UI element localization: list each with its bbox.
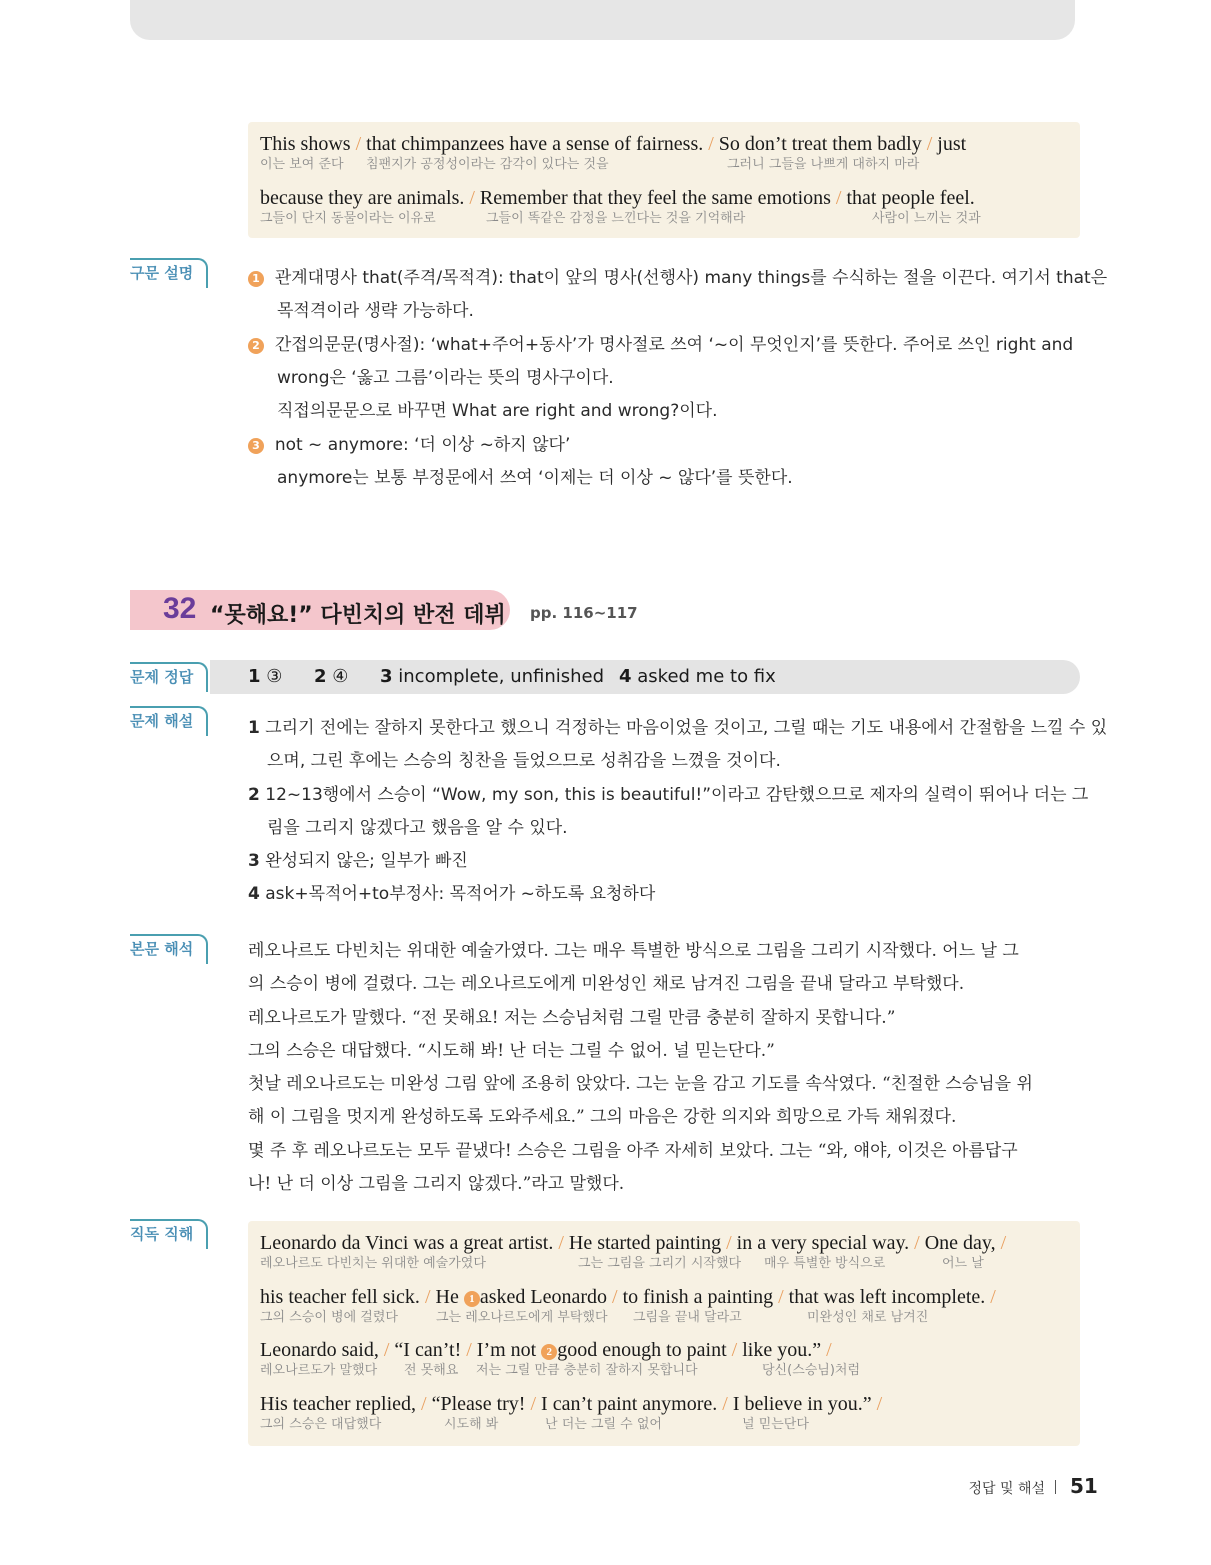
grammar-item-3 — [248, 434, 570, 456]
gloss: 그는 레오나르도에게 부탁했다 — [436, 1310, 608, 1325]
answer-value: ③ — [266, 666, 283, 687]
phrase: just — [937, 133, 967, 155]
translation-line: 의 스승이 병에 걸렸다. 그는 레오나르도에게 미완성인 채로 남겨진 그림을 끝내 달라고 부탁했다. — [248, 974, 965, 994]
phrase: So don’t treat them badly — [718, 133, 922, 155]
gloss: 그는 그림을 그리기 시작했다 — [578, 1256, 742, 1271]
explanation-line: 2 12~13행에서 스승이 “Wow, my son, this is beautiful!”이라고 감탄했으므로 제자의 실력이 뛰어나 더는 그 — [248, 785, 1089, 805]
page-reference: pp. 116~117 — [530, 604, 638, 622]
gloss: 침팬지가 공정성이라는 감각이 있다는 것을 — [366, 157, 609, 172]
answer-1 — [248, 666, 282, 687]
passage-line: Leonardo da Vinci was a great artist. / He started painting / in a very special way. / One day, / — [260, 1232, 1007, 1254]
explanation-line: 3 완성되지 않은; 일부가 빠진 — [248, 851, 468, 871]
tab-label: 직독 직해 — [130, 1225, 194, 1243]
answer-3 — [380, 666, 604, 687]
tab-direct-reading — [130, 1219, 208, 1249]
tab-label: 문제 정답 — [130, 668, 194, 686]
gloss: 어느 날 — [942, 1256, 984, 1271]
note-text: not ~ anymore: ‘더 이상 ~하지 않다’ — [274, 435, 571, 455]
note-text: 목적격이라 생략 가능하다. — [277, 301, 474, 321]
tab-grammar — [130, 258, 208, 288]
gloss: 매우 특별한 방식으로 — [764, 1256, 886, 1271]
gloss: 사람이 느끼는 것과 — [872, 211, 981, 226]
gloss: 시도해 봐 — [444, 1417, 499, 1432]
gloss: 미완성인 채로 남겨진 — [807, 1310, 929, 1325]
answer-value: ④ — [332, 666, 349, 687]
translation-line: 나! 난 더 이상 그림을 그리지 않겠다.”라고 말했다. — [248, 1174, 625, 1194]
note-text: 간접의문문(명사절): ‘what+주어+동사’가 명사절로 쓰여 ‘~이 무엇인지’를 뜻한다. 주어로 쓰인 right and — [274, 335, 1074, 355]
grammar-item-1 — [248, 267, 1107, 289]
explanation-line: 으며, 그린 후에는 스승의 칭찬을 들었으므로 성취감을 느꼈을 것이다. — [267, 751, 781, 771]
grammar-item-2 — [248, 334, 1073, 356]
passage-line: because they are animals. / Remember that they feel the same emotions / that people feel. — [260, 187, 975, 209]
tab-explanations — [130, 706, 208, 736]
tab-label: 구문 설명 — [130, 264, 194, 282]
phrase: Remember that they feel the same emotions — [479, 187, 831, 209]
passage-line: This shows / that chimpanzees have a sense of fairness. / So don’t treat them badly / just — [260, 133, 967, 155]
translation-line: 레오나르도가 말했다. “전 못해요! 저는 스승님처럼 그릴 만큼 충분히 잘하지 못합니다.” — [248, 1008, 896, 1028]
tab-answers — [130, 662, 208, 692]
phrase: This shows — [260, 133, 351, 155]
gloss: 그의 스승이 병에 걸렸다 — [260, 1310, 398, 1325]
tab-label: 본문 해석 — [130, 940, 194, 958]
gloss: 난 더는 그릴 수 없어 — [545, 1417, 662, 1432]
gloss: 저는 그릴 만큼 충분히 잘하지 못합니다 — [476, 1363, 698, 1378]
footer-label: 정답 및 해설 — [968, 1481, 1045, 1497]
explanation-line: 4 ask+목적어+to부정사: 목적어가 ~하도록 요청하다 — [248, 884, 656, 904]
number-badge-icon: 1 — [464, 1291, 480, 1307]
gloss: 그림을 끝내 달라고 — [633, 1310, 742, 1325]
tab-translation — [130, 934, 208, 964]
number-badge-icon: 2 — [248, 338, 264, 354]
phrase: that chimpanzees have a sense of fairness. — [366, 133, 704, 155]
translation-line: 첫날 레오나르도는 미완성 그림 앞에 조용히 앉았다. 그는 눈을 감고 기도를 속삭였다. “친절한 스승님을 위 — [248, 1074, 1033, 1094]
translation-line: 그의 스승은 대답했다. “시도해 봐! 난 더는 그릴 수 없어. 널 믿는단다.” — [248, 1041, 775, 1061]
answer-2 — [314, 666, 348, 687]
phrase: because they are animals. — [260, 187, 465, 209]
number-badge-icon: 1 — [248, 271, 264, 287]
gloss: 그의 스승은 대답했다 — [260, 1417, 382, 1432]
answer-number: 2 — [314, 666, 327, 687]
tab-label: 문제 해설 — [130, 712, 194, 730]
note-text: 관계대명사 that(주격/목적격): that이 앞의 명사(선행사) many things를 수식하는 절을 이끈다. 여기서 that은 — [274, 268, 1108, 288]
note-text: 직접의문문으로 바꾸면 What are right and wrong?이다. — [277, 401, 718, 421]
answer-number: 1 — [248, 666, 261, 687]
translation-line: 해 이 그림을 멋지게 완성하도록 도와주세요.” 그의 마음은 강한 의지와 희망으로 가득 채워졌다. — [248, 1107, 957, 1127]
gloss: 레오나르도 다빈치는 위대한 예술가였다 — [260, 1256, 486, 1271]
answer-value: asked me to fix — [637, 666, 776, 687]
gloss: 그러니 그들을 나쁘게 대하지 마라 — [727, 157, 920, 172]
translation-line: 몇 주 후 레오나르도는 모두 끝냈다! 스승은 그림을 아주 자세히 보았다. 그는 “와, 얘야, 이것은 아름답구 — [248, 1141, 1018, 1161]
gloss: 널 믿는단다 — [742, 1417, 809, 1432]
gloss: 그들이 똑같은 감정을 느낀다는 것을 기억해라 — [486, 211, 746, 226]
section-title: “못해요!” 다빈치의 반전 데뷔 — [210, 603, 506, 628]
passage-line: Leonardo said, / “I can’t! / I’m not 2 good enough to paint / like you.” / — [260, 1339, 832, 1361]
answer-value: incomplete, unfinished — [398, 666, 605, 687]
gloss: 전 못해요 — [404, 1363, 459, 1378]
gloss: 레오나르도가 말했다 — [260, 1363, 378, 1378]
translation-line: 레오나르도 다빈치는 위대한 예술가였다. 그는 매우 특별한 방식으로 그림을 그리기 시작했다. 어느 날 그 — [248, 941, 1019, 961]
note-text: wrong은 ‘옳고 그름’이라는 뜻의 명사구이다. — [277, 368, 614, 388]
explanation-line: 1 그리기 전에는 잘하지 못한다고 했으니 걱정하는 마음이었을 것이고, 그릴 때는 기도 내용에서 간절함을 느낄 수 있 — [248, 718, 1108, 738]
gloss: 그들이 단지 동물이라는 이유로 — [260, 211, 436, 226]
answer-number: 4 — [619, 666, 632, 687]
footer-divider — [1055, 1480, 1056, 1494]
number-badge-icon: 3 — [248, 438, 264, 454]
passage-line: his teacher fell sick. / He 1 asked Leonardo / to finish a painting / that was left incomplete. / — [260, 1286, 996, 1308]
answer-4 — [619, 666, 776, 687]
passage-line: His teacher replied, / “Please try! / I can’t paint anymore. / I believe in you.” / — [260, 1393, 883, 1415]
note-text: anymore는 보통 부정문에서 쓰여 ‘이제는 더 이상 ~ 않다’를 뜻한다. — [277, 468, 793, 488]
gloss: 당신(스승님)처럼 — [762, 1363, 861, 1378]
top-decorative-bar — [130, 0, 1075, 40]
page-number: 51 — [1070, 1474, 1098, 1498]
section-number: 32 — [163, 592, 197, 625]
phrase: that people feel. — [846, 187, 975, 209]
answer-number: 3 — [380, 666, 393, 687]
explanation-line: 림을 그리지 않겠다고 했음을 알 수 있다. — [267, 818, 568, 838]
gloss: 이는 보여 준다 — [260, 157, 344, 172]
number-badge-icon: 2 — [541, 1344, 557, 1360]
